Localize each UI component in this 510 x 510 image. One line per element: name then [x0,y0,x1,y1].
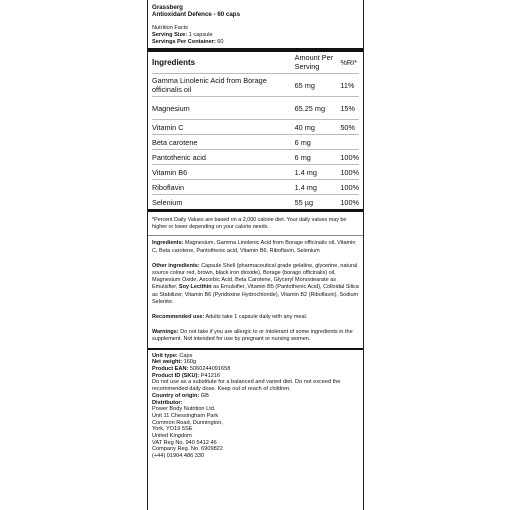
country-of-origin [152,393,359,400]
unit-type-value: Caps [177,352,193,359]
servings-per-container-value: 60 [217,39,224,46]
ingredients-label: Ingredients: [152,240,184,247]
nutrient-name: Vitamin B6 [152,165,295,180]
distributor-line: Power Body Nutrition Ltd. [152,406,216,413]
sku-label: Product ID (SKU): [152,372,200,379]
origin-value: GB [199,392,209,399]
nutrient-ri: 11% [340,74,359,97]
recommended-use-section [152,310,359,325]
nutrient-amount: 6 mg [295,150,341,165]
unit-type [152,353,359,360]
table-row [152,120,359,135]
serving-size-label: Serving Size: [152,32,188,39]
nutrient-amount: 65.25 mg [295,97,341,120]
nutrient-amount: 40 mg [295,120,341,135]
other-ingredients-label: Other ingredients: [152,262,200,269]
product-sku [152,373,359,380]
table-row [152,195,359,210]
table-row [152,150,359,165]
nutrient-name: Vitamin C [152,120,295,135]
nutrient-ri: 100% [340,165,359,180]
nutrition-table-header [152,52,359,74]
distributor-label [152,400,359,407]
distributor-line: (+44) 01904 486 330 [152,453,205,460]
nutrient-amount: 1.4 mg [295,165,341,180]
serving-size [152,32,359,39]
nutrient-amount: 55 µg [295,195,341,210]
allergen-soy-lecithin: Soy Lecithin [178,284,212,291]
nutrient-ri: 100% [340,180,359,195]
ingredients-section [152,236,359,258]
header-ri: %RI* [340,57,357,67]
nutrient-ri: 50% [340,120,359,135]
warnings-text: Do not take if you are allergic to or intolerant of some ingredients in the supplement. Not intended for use by pregnant or nursing women. [152,329,353,343]
recommended-use-label: Recommended use: [152,314,205,321]
distributor-label-text: Distributor: [152,399,183,406]
other-ingredients-text: Capsule Shell (pharmaceutical grade gelatine, glycerine, natural source colour red, brown, black iron dioxide), Borage (borago officinalis) oil, Magnesium Oxide, Ascorbic Acid, Beta Carotene, Glyceryl Monostearate as Emulsifier, [152,262,358,291]
table-row [152,97,359,120]
distributor-line: York, YO19 5SE [152,426,193,433]
recommended-use-text: Adults take 1 capsule daily with any meal. [204,314,308,321]
nutrient-name: Gamma Linolenic Acid from Borage officinalis oil [152,74,295,97]
nutrition-facts-heading: Nutrition Facts [152,25,189,32]
serving-size-value: 1 capsule [188,32,213,39]
nutrient-name: Riboflavin [152,180,295,195]
net-weight-label: Net weight: [152,359,183,366]
nutrient-name: Beta carotene [152,135,295,150]
table-row [152,180,359,195]
product-title: Antioxidant Defence - 60 caps [152,11,241,19]
servings-per-container [152,39,359,46]
table-row [152,74,359,97]
nutrient-name: Selenium [152,195,295,210]
header-ingredients: Ingredients [152,57,196,67]
warnings-section [152,325,359,347]
other-ingredients-text-end: as Emulsifier, Vitamin B5 (Pantothenic Acid), Colloidal Silica as Stabilizer, Vitamin B6 (Pyridoxine Hydrochloride), Vitamin B2 (Riboflavin), Sodium Selenite. [152,284,359,305]
product-info-section [152,350,359,463]
brand-name: Grassberg [152,4,183,11]
nutrient-amount: 65 mg [295,74,341,97]
table-row [152,135,359,150]
warnings-label: Warnings: [152,329,179,336]
nutrient-ri: 15% [340,97,359,120]
nutrient-name: Pantothenic acid [152,150,295,165]
nutrient-name: Magnesium [152,97,295,120]
ean-value: 5060244091658 [188,366,231,373]
origin-label: Country of origin: [152,392,200,399]
ean-label: Product EAN: [152,366,189,373]
ingredients-text: Magnesium, Gamma Linolenic Acid from Borage officinalis oil, Vitamin C, Beta carotene, Pantothenic acid, Vitamin B6, Riboflavin, Selenium [152,240,356,254]
nutrient-ri: 100% [340,150,359,165]
sku-value: P41216 [199,372,221,379]
servings-per-container-label: Servings Per Container: [152,39,216,46]
label-header [148,0,363,463]
nutrient-amount: 1.4 mg [295,180,341,195]
daily-values-footnote: *Percent Daily Values are based on a 2,000 calorie diet. Your daily values may be higher or lower depending on your calorie needs. [148,209,363,235]
nutrient-amount: 6 mg [295,135,341,150]
distributor-line: Unit 11 Chessingham Park [152,412,219,419]
usage-advice: Do not use as a substitute for a balanced and varied diet. Do not exceed the recommended daily dose. Keep out of reach of children. [152,379,341,393]
nutrition-table [152,52,359,209]
other-ingredients-section [152,259,359,310]
header-amount: Amount Per Serving [294,53,334,72]
distributor-line: Common Road, Dunnington, [152,419,223,426]
distributor-line: Company Reg. No. 6909822 [152,446,223,453]
net-weight-value: 160g [182,359,197,366]
nutrient-ri [340,135,359,150]
unit-type-label: Unit type: [152,352,178,359]
product-ean [152,366,359,373]
net-weight [152,359,359,366]
distributor-line: VAT Reg No. 940 5412 46 [152,439,217,446]
table-row [152,165,359,180]
distributor-line: United Kingdom [152,433,192,440]
nutrient-ri: 100% [340,195,359,210]
supplement-label-panel [147,0,364,510]
